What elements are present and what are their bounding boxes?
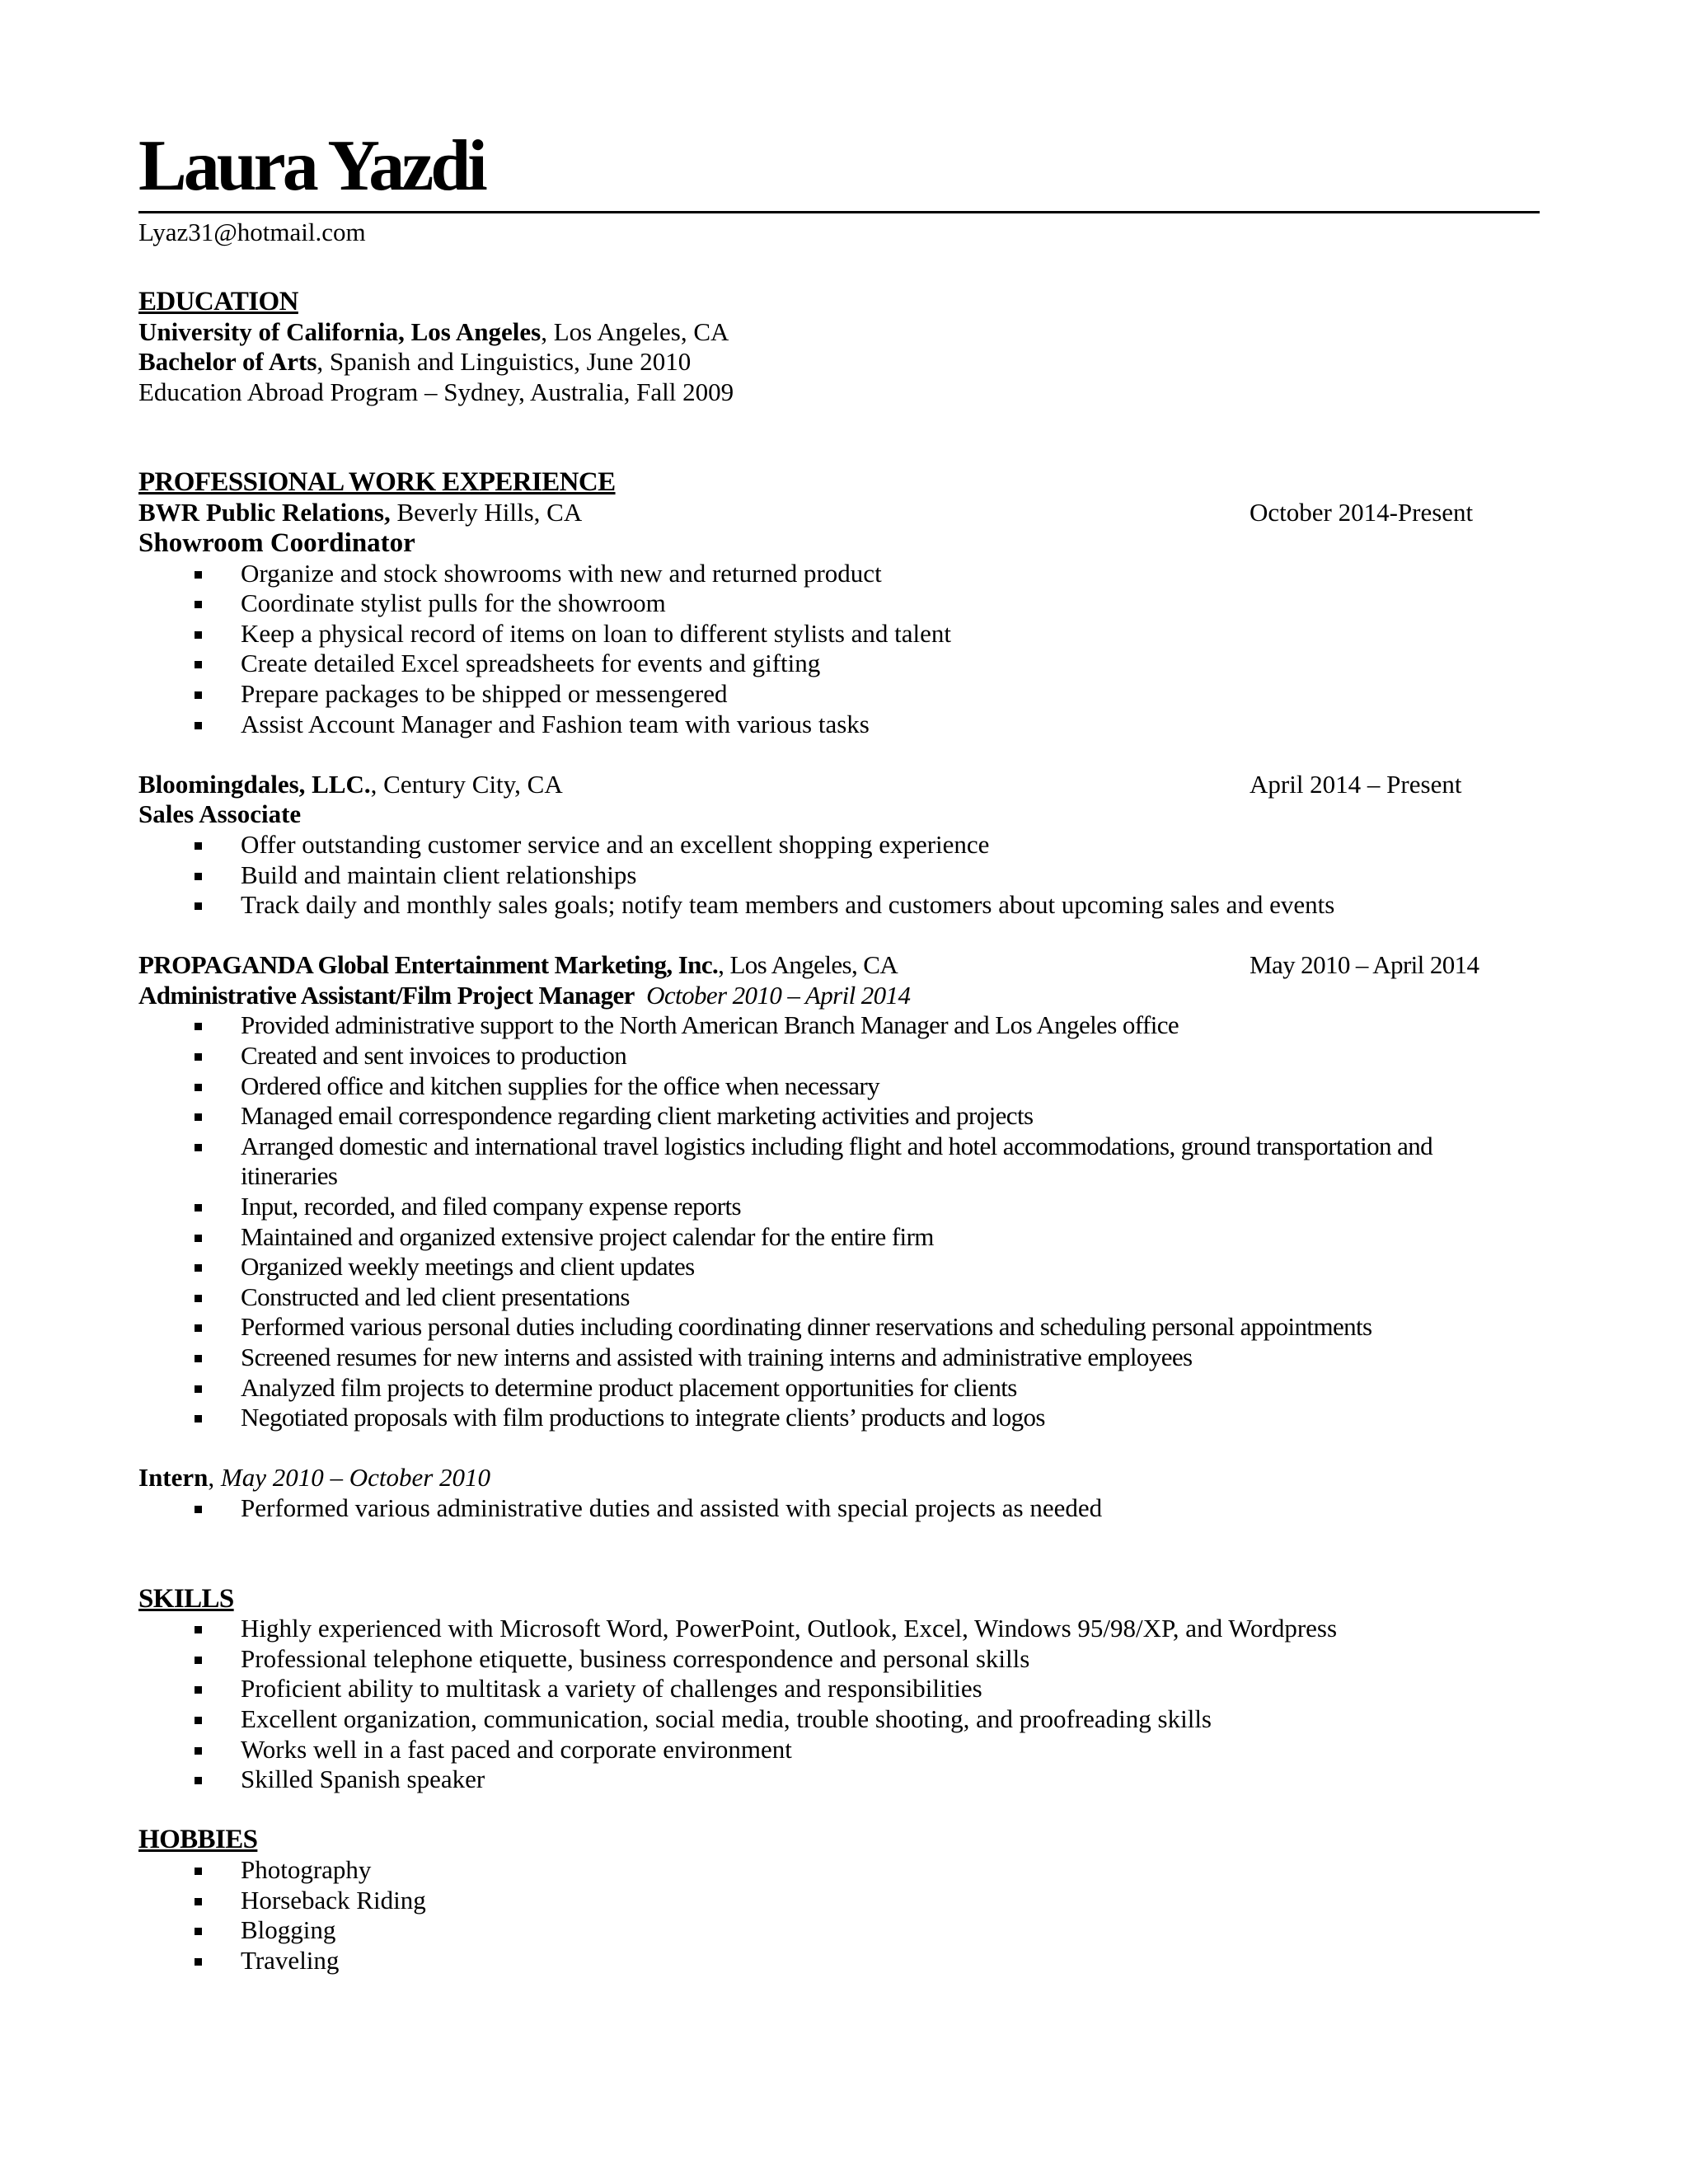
list-item: Constructed and led client presentations xyxy=(138,1282,1540,1313)
job-title: Showroom Coordinator xyxy=(138,527,415,558)
list-item: Traveling xyxy=(138,1946,1540,1976)
company-name: BWR Public Relations, xyxy=(138,497,391,527)
job-dates: April 2014 – Present xyxy=(1250,769,1462,799)
list-item: Prepare packages to be shipped or messengered xyxy=(138,679,1540,710)
job-dates: October 2014-Present xyxy=(1250,497,1474,527)
list-item: Organize and stock showrooms with new and returned product xyxy=(138,559,1540,589)
job-header xyxy=(138,498,1540,528)
list-item: Create detailed Excel spreadsheets for events and gifting xyxy=(138,649,1540,679)
list-item: Assist Account Manager and Fashion team with various tasks xyxy=(138,710,1540,740)
bullet-continuation: itineraries xyxy=(241,1161,338,1191)
role-dates: October 2010 – April 2014 xyxy=(646,980,911,1010)
list-item: Performed various administrative duties and assisted with special projects as needed xyxy=(138,1493,1540,1524)
degree-detail: , Spanish and Linguistics, June 2010 xyxy=(316,347,692,377)
list-item: Coordinate stylist pulls for the showroom xyxy=(138,588,1540,619)
list-item: Proficient ability to multitask a variety of challenges and responsibilities xyxy=(138,1674,1540,1704)
job-bullets xyxy=(138,1010,1540,1432)
job-header xyxy=(138,770,1540,800)
list-item: Created and sent invoices to production xyxy=(138,1041,1540,1071)
list-item: Screened resumes for new interns and assisted with training interns and administrative employees xyxy=(138,1343,1540,1373)
resume-content xyxy=(138,287,1540,1975)
school-name: University of California, Los Angeles xyxy=(138,316,542,346)
list-item: Input, recorded, and filed company expense reports xyxy=(138,1192,1540,1222)
list-item: Negotiated proposals with film productions to integrate clients’ products and logos xyxy=(138,1403,1540,1433)
list-item: Maintained and organized extensive project calendar for the entire firm xyxy=(138,1222,1540,1253)
list-item: Photography xyxy=(138,1855,1540,1886)
list-item: Blogging xyxy=(138,1915,1540,1946)
company-location: Beverly Hills, CA xyxy=(390,497,583,527)
list-item: Provided administrative support to the North American Branch Manager and Los Angeles office xyxy=(138,1010,1540,1041)
job-title-line xyxy=(138,981,1540,1011)
company-name: PROPAGANDA Global Entertainment Marketing, Inc. xyxy=(138,950,719,980)
degree-name: Bachelor of Arts xyxy=(138,347,317,377)
education-degree xyxy=(138,347,1540,377)
list-item: Skilled Spanish speaker xyxy=(138,1765,1540,1795)
job-title: Sales Associate xyxy=(138,799,302,829)
list-item: Horseback Riding xyxy=(138,1886,1540,1916)
hobbies-heading: HOBBIES xyxy=(138,1825,258,1855)
role-dates: May 2010 – October 2010 xyxy=(220,1463,491,1493)
company-location: , Century City, CA xyxy=(370,769,563,799)
education-abroad: Education Abroad Program – Sydney, Australia, Fall 2009 xyxy=(138,377,734,406)
school-location: , Los Angeles, CA xyxy=(541,316,729,346)
job-header xyxy=(138,950,1540,981)
candidate-name: Laura Yazdi xyxy=(138,126,485,206)
job-title: Administrative Assistant/Film Project Manager xyxy=(138,980,635,1010)
list-item: Analyzed film projects to determine product placement opportunities for clients xyxy=(138,1373,1540,1404)
company-name: Bloomingdales, LLC. xyxy=(138,769,371,799)
skills-heading: SKILLS xyxy=(138,1583,234,1614)
list-item: Keep a physical record of items on loan to different stylists and talent xyxy=(138,619,1540,649)
job-title: Intern xyxy=(138,1463,209,1493)
job-bullets xyxy=(138,830,1540,921)
skills-list xyxy=(138,1614,1540,1795)
list-item: Highly experienced with Microsoft Word, PowerPoint, Outlook, Excel, Windows 95/98/XP, and Wordpress xyxy=(138,1614,1540,1644)
list-item: Organized weekly meetings and client updates xyxy=(138,1252,1540,1282)
list-item: Ordered office and kitchen supplies for the office when necessary xyxy=(138,1071,1540,1102)
job-dates: May 2010 – April 2014 xyxy=(1250,950,1479,980)
list-item: Offer outstanding customer service and an excellent shopping experience xyxy=(138,830,1540,860)
list-item: Build and maintain client relationships xyxy=(138,860,1540,891)
list-item: Arranged domestic and international travel logistics including flight and hotel accommodations, ground transportation and itineraries xyxy=(138,1132,1540,1192)
email-address: Lyaz31@hotmail.com xyxy=(138,218,366,246)
list-item: Managed email correspondence regarding client marketing activities and projects xyxy=(138,1101,1540,1132)
list-item: Performed various personal duties including coordinating dinner reservations and scheduling personal appointments xyxy=(138,1312,1540,1343)
list-item: Excellent organization, communication, social media, trouble shooting, and proofreading skills xyxy=(138,1704,1540,1735)
job-block-propaganda xyxy=(138,950,1540,1433)
education-heading: EDUCATION xyxy=(138,287,298,316)
list-item: Track daily and monthly sales goals; notify team members and customers about upcoming sales and events xyxy=(138,890,1540,921)
job-title-line: Intern, May 2010 – October 2010 xyxy=(138,1463,491,1493)
header-rule xyxy=(138,211,1540,213)
company-location: , Los Angeles, CA xyxy=(718,950,898,980)
hobbies-list xyxy=(138,1855,1540,1975)
list-item: Works well in a fast paced and corporate environment xyxy=(138,1735,1540,1765)
experience-heading: PROFESSIONAL WORK EXPERIENCE xyxy=(138,467,616,498)
job-bullets xyxy=(138,1493,1540,1524)
education-school xyxy=(138,317,1540,348)
job-bullets xyxy=(138,559,1540,740)
list-item: Professional telephone etiquette, business correspondence and personal skills xyxy=(138,1644,1540,1675)
